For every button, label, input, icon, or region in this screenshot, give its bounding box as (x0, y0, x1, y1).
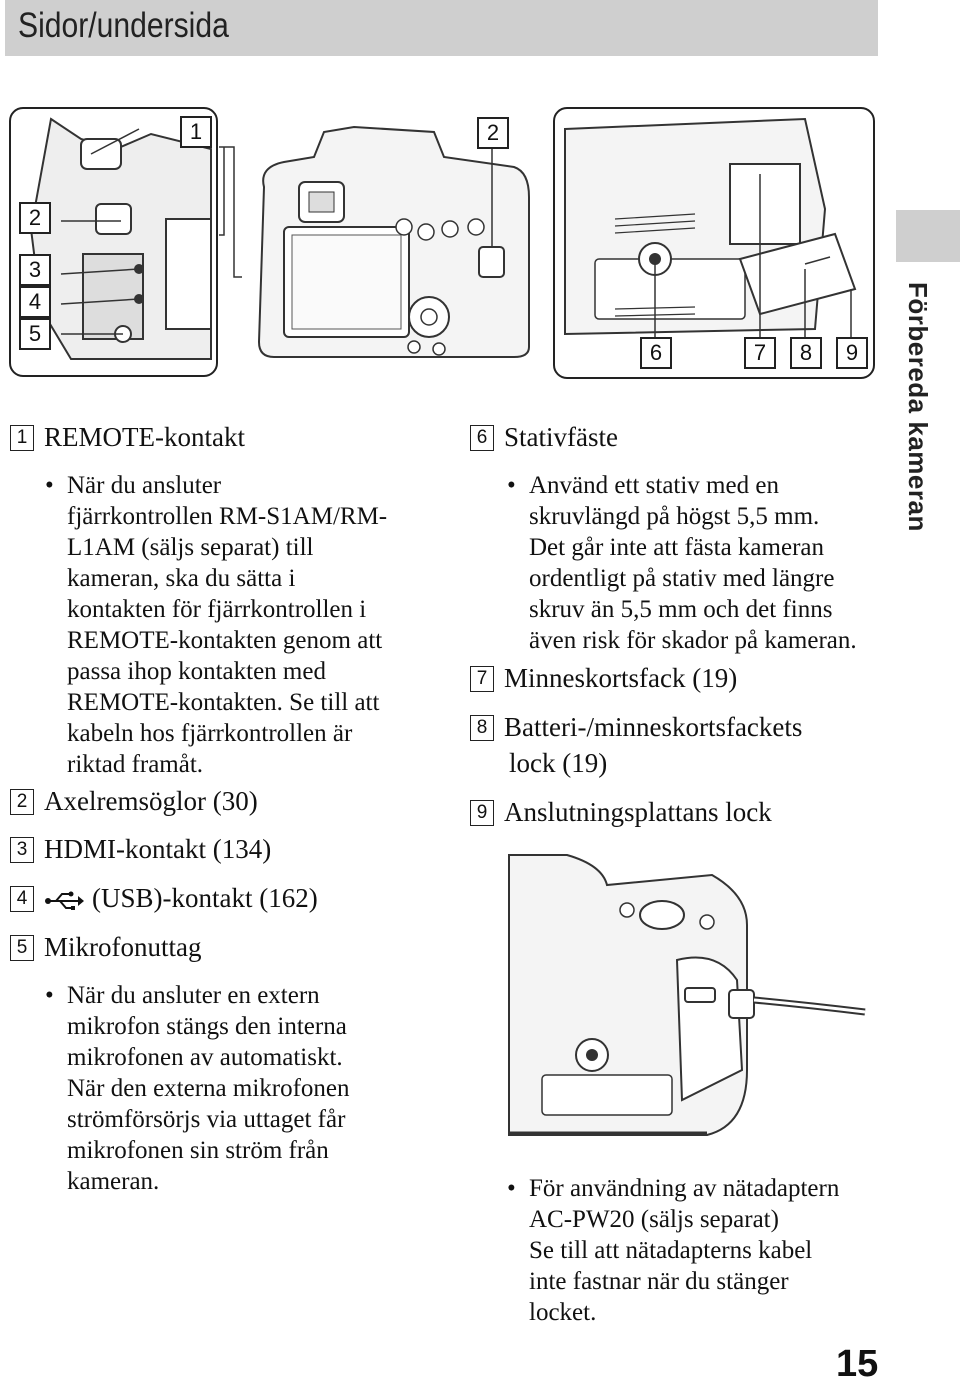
callout-1: 1 (180, 116, 212, 148)
camera-bottom-illustration (553, 107, 875, 379)
item-7-title: Minneskortsfack (19) (504, 663, 738, 693)
item-4 (10, 881, 318, 915)
item-8 (470, 710, 802, 744)
item-8-line2: lock (19) (509, 748, 608, 778)
bullet-line: När den externa mikrofonen (67, 1075, 350, 1102)
item-1 (10, 420, 245, 454)
item-3-title: HDMI-kontakt (134) (44, 834, 272, 864)
bullet-line: kameran, ska du sätta i (67, 565, 296, 592)
item-1-title: REMOTE-kontakt (44, 422, 245, 452)
bullet-line: För användning av nätadaptern (529, 1175, 840, 1202)
bullet-line: L1AM (säljs separat) till (67, 534, 314, 561)
bullet-line: fjärrkontrollen RM-S1AM/RM- (67, 503, 388, 530)
page-title: Sidor/undersida (18, 6, 229, 45)
callout-3: 3 (19, 254, 51, 286)
callout-2: 2 (19, 202, 51, 234)
side-tab-marker (896, 210, 960, 262)
callout-8: 8 (790, 337, 822, 369)
item-7-number: 7 (470, 666, 494, 692)
bullet-line: ordentligt på stativ med längre (529, 565, 835, 592)
item-1-number: 1 (10, 425, 34, 451)
item-5-number: 5 (10, 935, 34, 961)
item-3 (10, 832, 271, 866)
bullet-line: skruv än 5,5 mm och det finns (529, 596, 833, 623)
bullet-line: Det går inte att fästa kameran (529, 534, 824, 561)
callout-2-back: 2 (477, 117, 509, 149)
callout-4: 4 (19, 286, 51, 318)
bullet-line: Använd ett stativ med en (529, 472, 779, 499)
item-5 (10, 930, 201, 964)
bullet-line: När du ansluter (67, 472, 222, 499)
item-1-bullet: • När du ansluter fjärrkontrollen RM-S1AM/RM- L1AM (säljs separat) till kameran, ska du sätta i kontakten för fjärrkontrollen i REMOTE-kontakten genom att passa ihop kontakten med REMOTE-kontakten. Se till att kabeln hos fjärrkontrollen är riktad framåt. (67, 470, 447, 780)
callout-9: 9 (836, 337, 868, 369)
callout-6: 6 (640, 337, 672, 369)
item-9-number: 9 (470, 800, 494, 826)
item-3-number: 3 (10, 837, 34, 863)
cable-illustration (507, 850, 867, 1145)
bullet-line: skruvlängd på högst 5,5 mm. (529, 503, 820, 530)
usb-icon (44, 891, 92, 911)
bullet-line: mikrofon stängs den interna (67, 1013, 347, 1040)
bullet-line: passa ihop kontakten med (67, 658, 326, 685)
item-2-title: Axelremsöglor (30) (44, 786, 258, 816)
item-2 (10, 784, 258, 818)
bullet-line: kameran. (67, 1168, 160, 1195)
bullet-line: även risk för skador på kameran. (529, 627, 857, 654)
item-5-title: Mikrofonuttag (44, 932, 202, 962)
bullet-line: REMOTE-kontakten. Se till att (67, 689, 380, 716)
side-tab-label: Förbereda kameran (903, 282, 933, 532)
item-9 (470, 795, 772, 829)
item-6-title: Stativfäste (504, 422, 618, 452)
page-number: 15 (836, 1343, 879, 1385)
adapter-bullet: • För användning av nätadaptern AC-PW20 (säljs separat) Se till att nätadapterns kabel inte fastnar när du stänger locket. (529, 1173, 889, 1328)
bullet-line: AC-PW20 (säljs separat) (529, 1206, 779, 1233)
bullet-line: inte fastnar när du stänger (529, 1268, 789, 1295)
bullet-line: locket. (529, 1299, 597, 1326)
bullet-line: mikrofonen av automatiskt. (67, 1044, 343, 1071)
item-9-title: Anslutningsplattans lock (504, 797, 772, 827)
item-5-bullet: • När du ansluter en extern mikrofon stängs den interna mikrofonen av automatiskt. När den externa mikrofonen strömförsörjs via uttaget får mikrofonen sin ström från kameran. (67, 980, 447, 1197)
bullet-line: När du ansluter en extern (67, 982, 320, 1009)
item-2-number: 2 (10, 789, 34, 815)
bullet-line: riktad framåt. (67, 751, 204, 778)
bullet-line: mikrofonen sin ström från (67, 1137, 329, 1164)
bullet-line: Se till att nätadapterns kabel (529, 1237, 813, 1264)
item-6-number: 6 (470, 425, 494, 451)
bullet-line: REMOTE-kontakten genom att (67, 627, 383, 654)
bullet-line: kabeln hos fjärrkontrollen är (67, 720, 353, 747)
bullet-line: kontakten för fjärrkontrollen i (67, 596, 367, 623)
callout-7: 7 (744, 337, 776, 369)
item-8-title: Batteri-/minneskortsfackets (504, 712, 803, 742)
item-6-bullet: • Använd ett stativ med en skruvlängd på högst 5,5 mm. Det går inte att fästa kameran ordentligt på stativ med längre skruv än 5,5 mm och det finns även risk för skador på kameran. (529, 470, 889, 656)
item-4-title: (USB)-kontakt (162) (92, 883, 318, 913)
item-7 (470, 661, 737, 695)
item-6 (470, 420, 618, 454)
bullet-line: strömförsörjs via uttaget får (67, 1106, 346, 1133)
item-4-number: 4 (10, 886, 34, 912)
callout-5: 5 (19, 318, 51, 350)
item-8-number: 8 (470, 715, 494, 741)
